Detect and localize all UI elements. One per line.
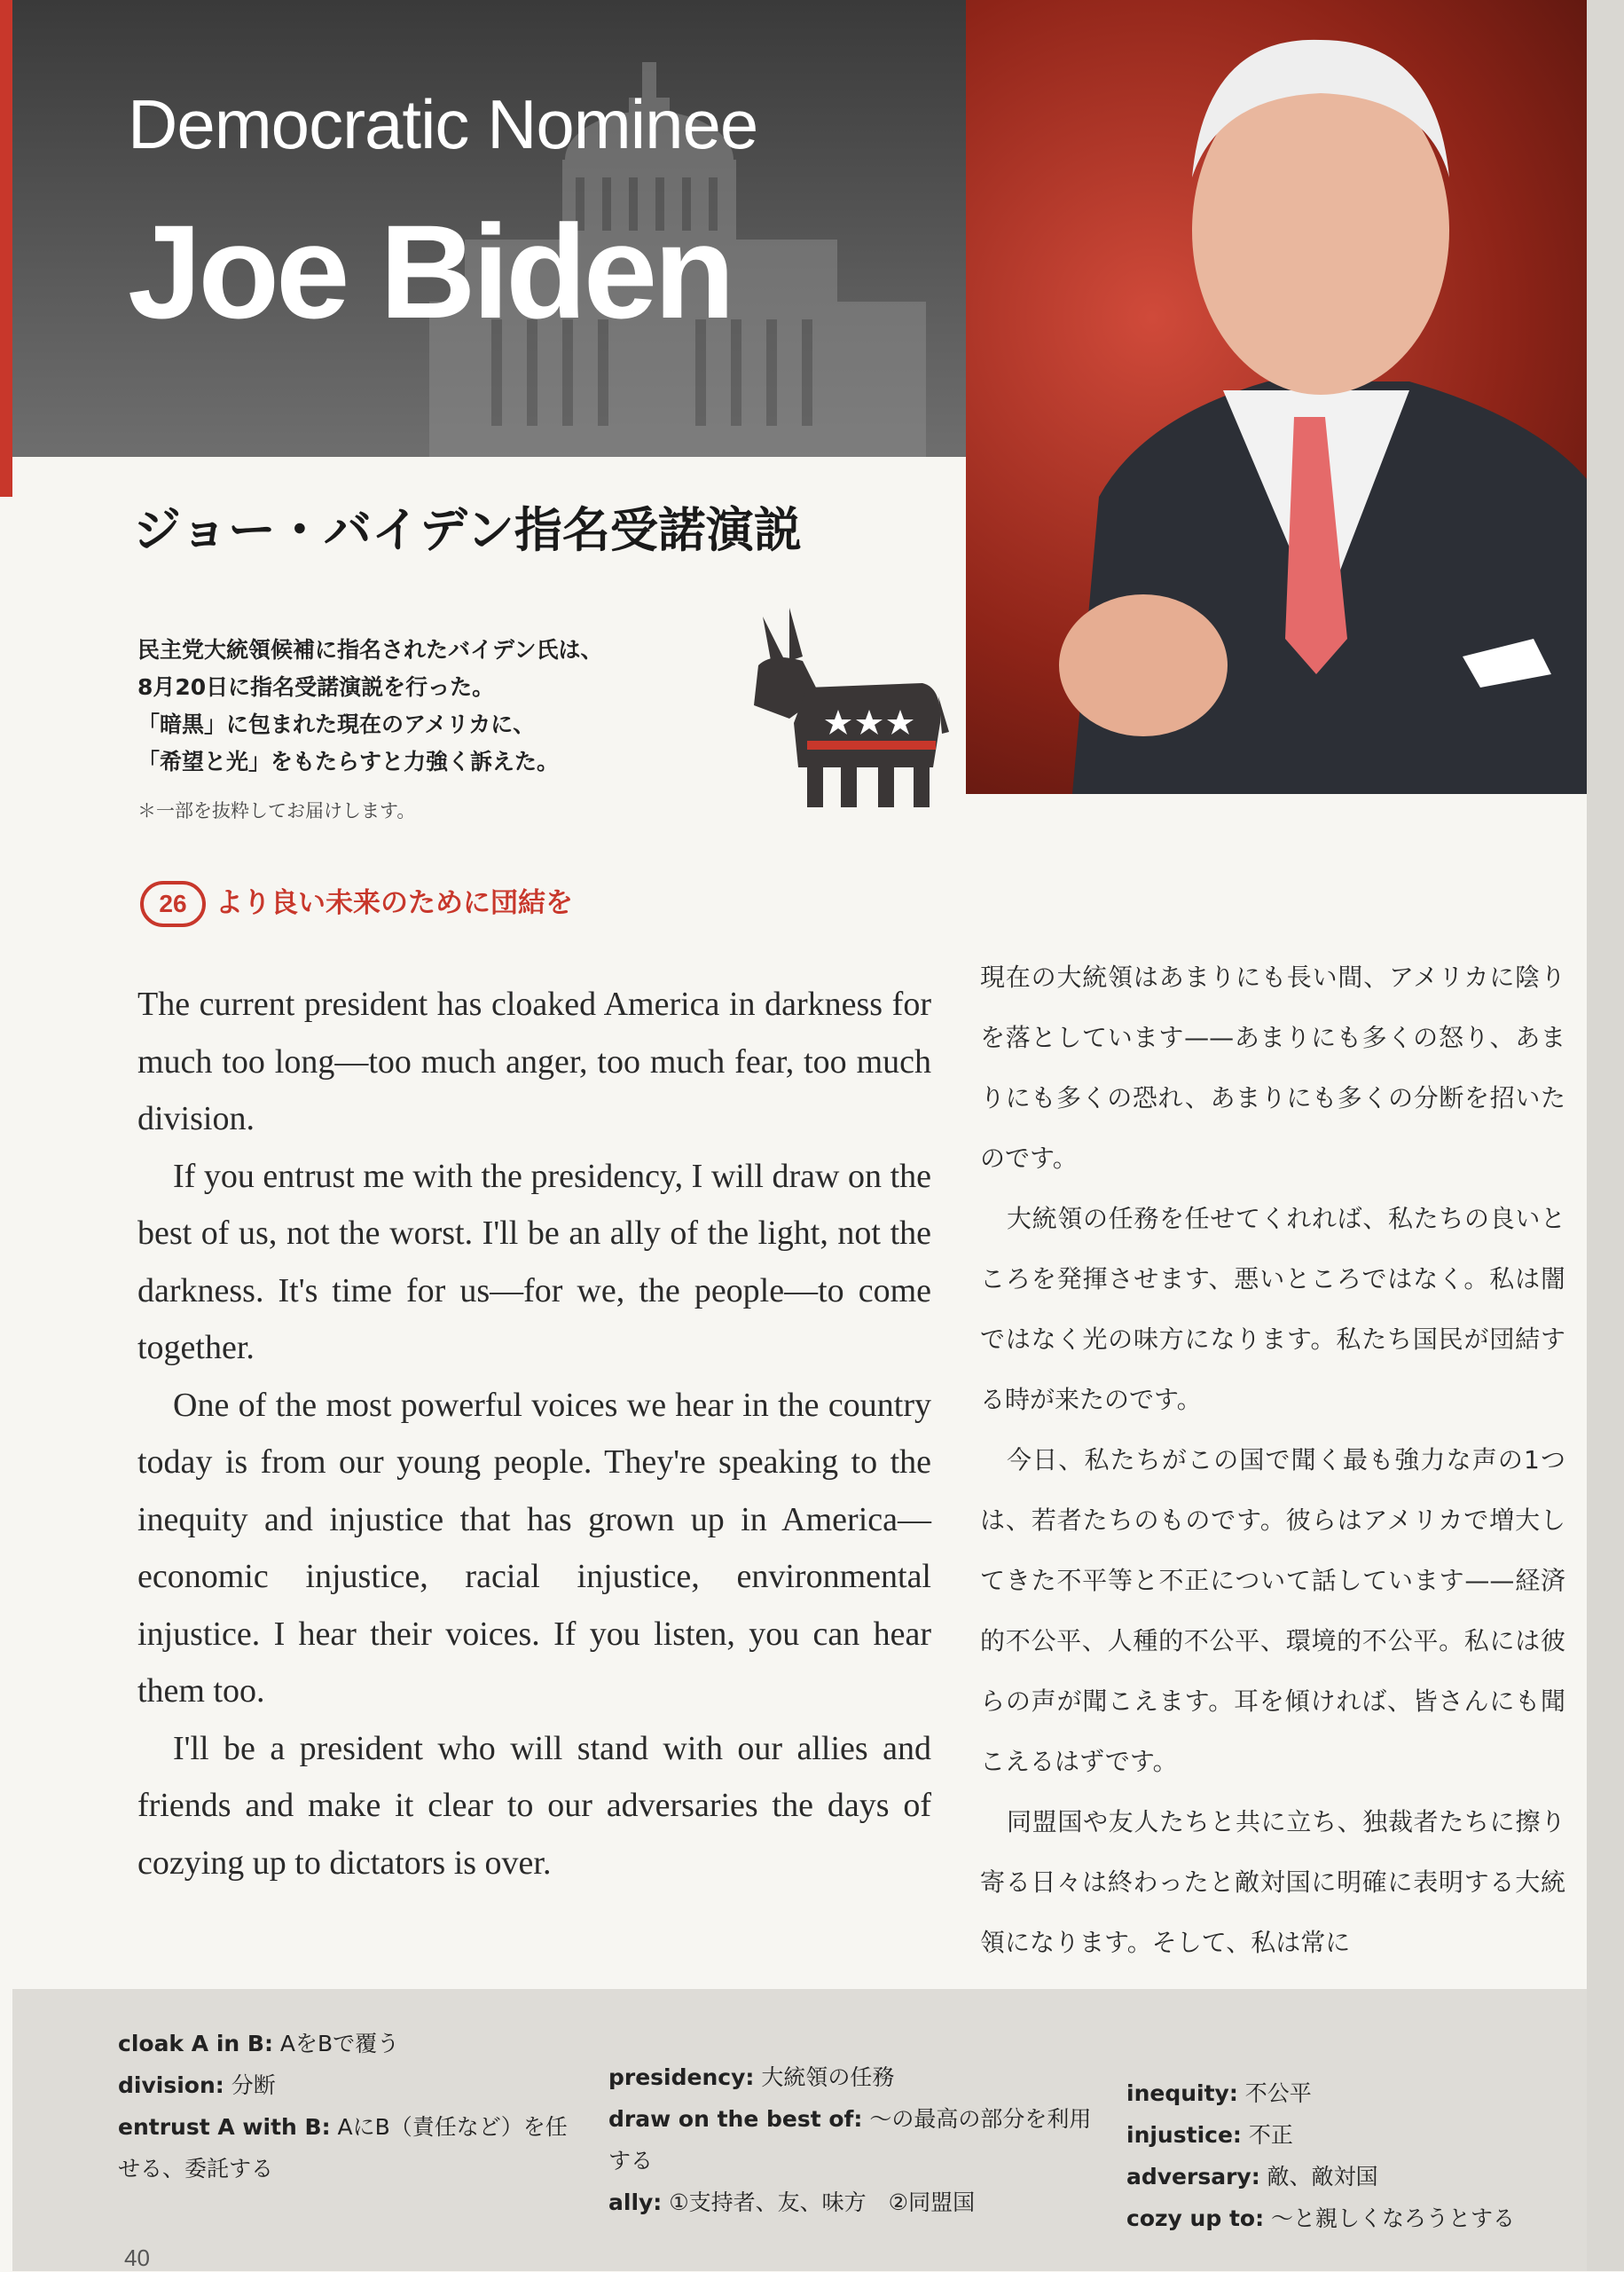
banner-title: Joe Biden (128, 197, 732, 346)
japanese-paragraph: 大統領の任務を任せてくれれば、私たちの良いところを発揮させます、悪いところではなく。私は闇ではなく光の味方になります。私たち国民が団結する時が来たのです。 (980, 1204, 1565, 1414)
lead-line: 「暗黒」に包まれた現在のアメリカに、 (137, 711, 536, 737)
vocab-item: cozy up to: ～と親しくなろうとする (1126, 2205, 1516, 2231)
democratic-donkey-icon (736, 599, 949, 812)
lead-line: 8月20日に指名受諾演説を行った。 (137, 674, 495, 700)
english-text (137, 976, 931, 1891)
article-title: ジョー・バイデン指名受諾演説 (133, 502, 802, 558)
excerpt-note: ＊一部を抜粋してお届けします。 (137, 800, 416, 822)
audio-track-badge: 26 (140, 881, 206, 927)
portrait-illustration (966, 0, 1587, 794)
vocab-item: division: 分断 (118, 2072, 276, 2098)
english-paragraph: One of the most powerful voices we hear in the country today is from our young people. They're speaking to the inequity and injustice that has grown up in America—economic injustice, racial injustice, environmental injustice. I hear their voices. If you listen, you can hear them too. (137, 1386, 931, 1710)
vocabulary-column-2 (608, 2056, 1105, 2223)
red-edge-strip (0, 0, 12, 497)
vocab-item: adversary: 敵、敵対国 (1126, 2164, 1378, 2189)
vocabulary-column-1 (118, 2023, 588, 2189)
section-heading: より良い未来のために団結を (216, 887, 573, 919)
banner-subtitle: Democratic Nominee (128, 85, 758, 163)
page-edge (1587, 0, 1624, 2271)
vocab-item: cloak A in B: AをBで覆う (118, 2031, 400, 2056)
page-number: 40 (124, 2244, 150, 2271)
japanese-paragraph: 同盟国や友人たちと共に立ち、独裁者たちに擦り寄る日々は終わったと敵対国に明確に表明する大統領になります。そして、私は常に (980, 1807, 1565, 1957)
vocab-item: presidency: 大統領の任務 (608, 2064, 895, 2090)
japanese-translation (980, 947, 1565, 1973)
lead-line: 「希望と光」をもたらすと力強く訴えた。 (137, 749, 560, 774)
english-paragraph: I'll be a president who will stand with our allies and friends and make it clear to our adversaries the days of cozying up to dictators is over. (137, 1729, 931, 1882)
japanese-paragraph: 今日、私たちがこの国で聞く最も強力な声の1つは、若者たちのものです。彼らはアメリカで増大してきた不平等と不正について話しています——経済的不公平、人種的不公平、環境的不公平。私には彼らの声が聞こえます。耳を傾ければ、皆さんにも聞こえるはずです。 (980, 1445, 1565, 1776)
english-paragraph: The current president has cloaked America in darkness for much too long—too much anger, too much fear, too much division. (137, 986, 931, 1137)
lead-line: 民主党大統領候補に指名されたバイデン氏は、 (137, 637, 603, 663)
vocab-item: inequity: 不公平 (1126, 2080, 1312, 2106)
english-paragraph: If you entrust me with the presidency, I will draw on the best of us, not the worst. I'll be an ally of the light, not the darkness. It's time for us—for we, the people—to come together. (137, 1157, 931, 1366)
title-banner (12, 0, 966, 457)
vocab-item: draw on the best of: ～の最高の部分を利用する (608, 2106, 1092, 2174)
japanese-paragraph: 現在の大統領はあまりにも長い間、アメリカに陰りを落としています——あまりにも多くの怒り、あまりにも多くの恐れ、あまりにも多くの分断を招いたのです。 (980, 963, 1565, 1173)
vocabulary-column-3 (1126, 2072, 1570, 2239)
vocab-item: injustice: 不正 (1126, 2122, 1293, 2148)
vocab-item: ally: ①支持者、友、味方 ②同盟国 (608, 2189, 976, 2215)
article-lead (137, 632, 741, 781)
vocab-item: entrust A with B: AにB（責任など）を任せる、委託する (118, 2114, 568, 2182)
speaker-photo (966, 0, 1587, 794)
